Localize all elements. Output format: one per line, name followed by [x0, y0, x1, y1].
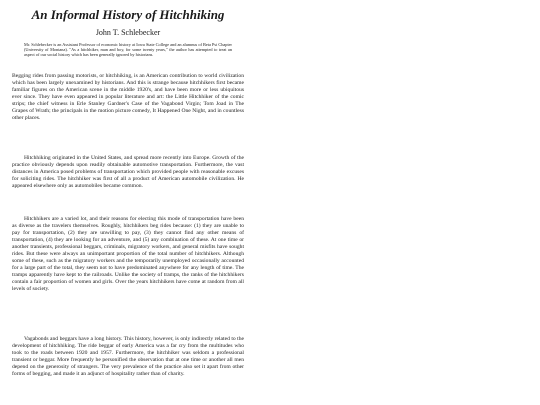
article-author: John T. Schlebecker — [95, 28, 161, 37]
article-title: An Informal History of Hitchhiking — [31, 7, 225, 22]
body-paragraph-3: Hitchhikers are a varied lot, and their reasons for electing this mode of transportation have been as diverse as the travelers themselves. Roughly, hitchhikers beg rides because: (1) they are unable to pay for transportation, (2) they are unwilling to pay, (3) they cannot find any other means of transportation, (4) they are looking for an adventure, and (5) any combination of these. At one time or another transients, professional beggars, criminals, migratory workers, and general misfits have sought rides. But these were always an unimportant proportion of the total number of hitchhikers. Although some of these, such as the migratory workers and the temporarily unemployed occasionally accounted for a large part of the total, they seem not to have predominated anywhere for any length of time. The tramps apparently have kept to the railroads. Unlike the society of tramps, the ranks of the hitchhikers contain a fair proportion of women and girls. Over the years hitchhikers have come at random from all levels of society. — [12, 216, 244, 293]
body-paragraph-1: Begging rides from passing motorists, or hitchhiking, is an American contribution to world civilization which has been largely unexamined by historians. And this is strange because hitchhikers first became familiar figures on the American scene in the middle 1920's, and have been more or less ubiquitous ever since. They have even appeared in popular literature and art: the Little Hitchhiker of the comic strips; the chief witness in Erle Stanley Gardner's Case of the Vagabond Virgin; Tom Joad in The Grapes of Wrath; the principals in the motion picture comedy, It Happened One Night, and in countless other places. — [12, 73, 244, 122]
body-paragraph-4: Vagabonds and beggars have a long history. This history, however, is only indirectly related to the development of hitchhiking. The ride beggar of early America was a far cry from the multitudes who took to the roads between 1920 and 1957. Furthermore, the hitchhiker was seldom a professional transient or beggar. More frequently he personified the observation that at one time or another all men depend on the generosity of strangers. The very prevalence of the practice also set it apart from other forms of begging, and made it an adjunct of hospitality rather than of charity. — [12, 336, 244, 378]
body-paragraph-2: Hitchhiking originated in the United States, and spread more recently into Europe. Growth of the practice obviously depends upon readily obtainable automotive transportation. Furthermore, the vast distances in America posed problems of transportation which provided people with reasonable excuses for soliciting rides. The hitchhiker was first of all a product of American automobile civilization. He appeared elsewhere only as automobiles became common. — [12, 155, 244, 190]
author-bio: Mr. Schlebecker is an Assistant Professor of economic history at Iowa State College and an alumnus of Beta Psi Chapter (University of Montana). "As a hitchhiker, man and boy, for some twenty years," the author has attempted to treat an aspect of our social history which has been generally ignored by historians. — [24, 42, 232, 58]
